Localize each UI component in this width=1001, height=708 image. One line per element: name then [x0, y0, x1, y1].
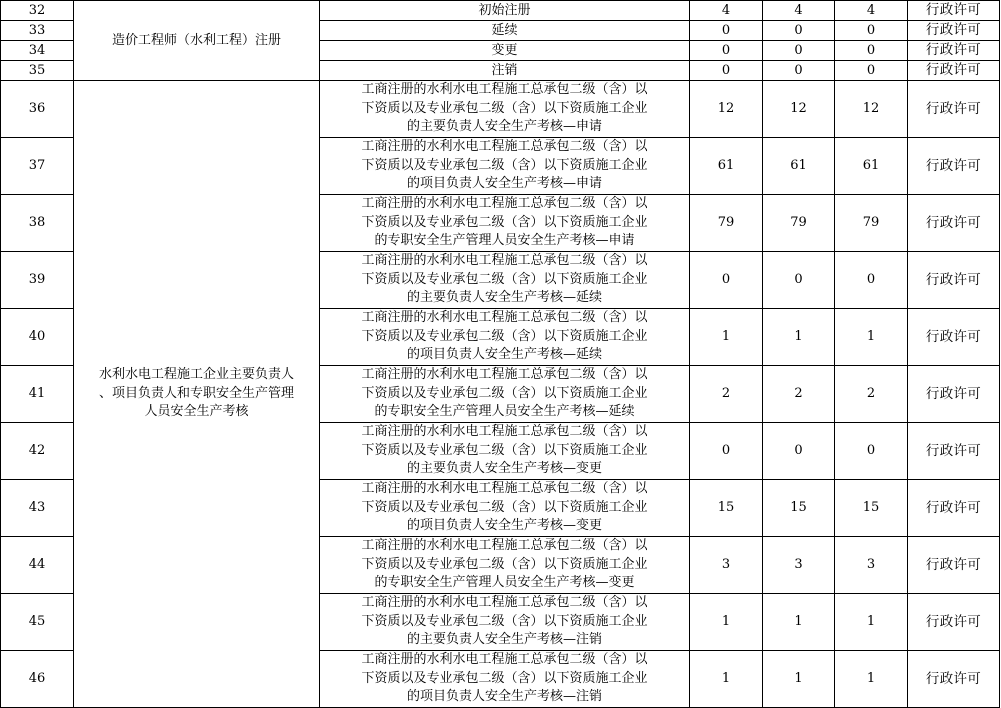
item-cell	[320, 423, 690, 480]
count-cell: 0	[763, 252, 835, 309]
item-line: 的主要负责人安全生产考核—变更	[406, 461, 602, 477]
item-line: 的主要负责人安全生产考核—申请	[406, 119, 602, 135]
item-line: 的项目负责人安全生产考核—延续	[406, 347, 602, 363]
count-cell: 61	[763, 138, 835, 195]
type-cell: 行政许可	[908, 537, 1000, 594]
count-cell: 0	[835, 21, 908, 41]
count-cell: 3	[690, 537, 763, 594]
item-line: 工商注册的水利水电工程施工总承包二级（含）以	[361, 310, 648, 326]
item-line: 工商注册的水利水电工程施工总承包二级（含）以	[361, 82, 648, 98]
item-line: 工商注册的水利水电工程施工总承包二级（含）以	[361, 652, 648, 668]
count-cell: 1	[835, 594, 908, 651]
type-cell: 行政许可	[908, 61, 1000, 81]
item-cell	[320, 1, 690, 21]
row-number: 41	[1, 366, 74, 423]
count-cell: 0	[763, 41, 835, 61]
count-cell: 1	[690, 594, 763, 651]
row-number: 35	[1, 61, 74, 81]
item-line: 工商注册的水利水电工程施工总承包二级（含）以	[361, 595, 648, 611]
item-line: 下资质以及专业承包二级（含）以下资质施工企业	[361, 328, 648, 344]
type-cell: 行政许可	[908, 138, 1000, 195]
item-line: 工商注册的水利水电工程施工总承包二级（含）以	[361, 538, 648, 554]
item-cell	[320, 195, 690, 252]
row-number: 38	[1, 195, 74, 252]
row-number: 32	[1, 1, 74, 21]
item-line: 的专职安全生产管理人员安全生产考核—申请	[374, 233, 635, 249]
type-cell: 行政许可	[908, 195, 1000, 252]
item-cell	[320, 651, 690, 708]
row-number: 46	[1, 651, 74, 708]
item-line: 下资质以及专业承包二级（含）以下资质施工企业	[361, 271, 648, 287]
item-line: 的项目负责人安全生产考核—申请	[406, 176, 602, 192]
count-cell: 61	[835, 138, 908, 195]
type-cell: 行政许可	[908, 366, 1000, 423]
type-cell: 行政许可	[908, 309, 1000, 366]
table-body	[1, 1, 1000, 708]
count-cell: 12	[763, 81, 835, 138]
item-line: 工商注册的水利水电工程施工总承包二级（含）以	[361, 424, 648, 440]
count-cell: 0	[835, 423, 908, 480]
item-cell	[320, 41, 690, 61]
count-cell: 0	[835, 61, 908, 81]
type-cell: 行政许可	[908, 252, 1000, 309]
item-line: 的专职安全生产管理人员安全生产考核—延续	[374, 404, 635, 420]
count-cell: 4	[690, 1, 763, 21]
count-cell: 3	[763, 537, 835, 594]
item-cell	[320, 480, 690, 537]
count-cell: 79	[690, 195, 763, 252]
count-cell: 12	[690, 81, 763, 138]
item-line: 的专职安全生产管理人员安全生产考核—变更	[374, 575, 635, 591]
item-cell	[320, 309, 690, 366]
count-cell: 1	[835, 309, 908, 366]
row-number: 45	[1, 594, 74, 651]
item-line: 下资质以及专业承包二级（含）以下资质施工企业	[361, 613, 648, 629]
count-cell: 1	[690, 651, 763, 708]
item-line: 注销	[491, 63, 518, 78]
table-row	[1, 81, 1000, 138]
count-cell: 0	[763, 61, 835, 81]
table-row	[1, 1, 1000, 21]
count-cell: 79	[835, 195, 908, 252]
item-line: 下资质以及专业承包二级（含）以下资质施工企业	[361, 157, 648, 173]
category-cell	[74, 81, 320, 708]
item-line: 变更	[491, 43, 518, 58]
count-cell: 0	[763, 21, 835, 41]
item-line: 工商注册的水利水电工程施工总承包二级（含）以	[361, 481, 648, 497]
item-line: 工商注册的水利水电工程施工总承包二级（含）以	[361, 139, 648, 155]
count-cell: 4	[763, 1, 835, 21]
count-cell: 0	[690, 21, 763, 41]
count-cell: 2	[763, 366, 835, 423]
item-line: 的项目负责人安全生产考核—注销	[406, 689, 602, 705]
item-line: 下资质以及专业承包二级（含）以下资质施工企业	[361, 214, 648, 230]
row-number: 43	[1, 480, 74, 537]
item-cell	[320, 366, 690, 423]
row-number: 42	[1, 423, 74, 480]
count-cell: 1	[835, 651, 908, 708]
item-line: 的主要负责人安全生产考核—延续	[406, 290, 602, 306]
count-cell: 15	[690, 480, 763, 537]
item-cell	[320, 81, 690, 138]
type-cell: 行政许可	[908, 21, 1000, 41]
count-cell: 0	[690, 423, 763, 480]
count-cell: 0	[763, 423, 835, 480]
count-cell: 1	[690, 309, 763, 366]
item-line: 下资质以及专业承包二级（含）以下资质施工企业	[361, 385, 648, 401]
row-number: 37	[1, 138, 74, 195]
type-cell: 行政许可	[908, 594, 1000, 651]
count-cell: 0	[690, 41, 763, 61]
item-line: 的主要负责人安全生产考核—注销	[406, 632, 602, 648]
count-cell: 0	[835, 41, 908, 61]
item-line: 延续	[491, 23, 518, 38]
count-cell: 0	[690, 61, 763, 81]
item-line: 下资质以及专业承包二级（含）以下资质施工企业	[361, 442, 648, 458]
item-line: 下资质以及专业承包二级（含）以下资质施工企业	[361, 499, 648, 515]
item-line: 工商注册的水利水电工程施工总承包二级（含）以	[361, 196, 648, 212]
category-line: 造价工程师（水利工程）注册	[111, 33, 281, 48]
type-cell: 行政许可	[908, 1, 1000, 21]
item-line: 工商注册的水利水电工程施工总承包二级（含）以	[361, 253, 648, 269]
count-cell: 15	[835, 480, 908, 537]
item-line: 初始注册	[478, 3, 531, 18]
item-cell	[320, 61, 690, 81]
count-cell: 0	[835, 252, 908, 309]
type-cell: 行政许可	[908, 480, 1000, 537]
count-cell: 3	[835, 537, 908, 594]
category-cell	[74, 1, 320, 81]
type-cell: 行政许可	[908, 81, 1000, 138]
count-cell: 2	[690, 366, 763, 423]
count-cell: 1	[763, 651, 835, 708]
type-cell: 行政许可	[908, 423, 1000, 480]
item-cell	[320, 138, 690, 195]
item-cell	[320, 594, 690, 651]
item-cell	[320, 252, 690, 309]
item-line: 工商注册的水利水电工程施工总承包二级（含）以	[361, 367, 648, 383]
category-line: 水利水电工程施工企业主要负责人	[98, 367, 294, 383]
count-cell: 12	[835, 81, 908, 138]
category-line: 人员安全生产考核	[144, 404, 249, 420]
row-number: 36	[1, 81, 74, 138]
category-line: 、项目负责人和专职安全生产管理	[98, 385, 294, 401]
item-cell	[320, 21, 690, 41]
count-cell: 4	[835, 1, 908, 21]
count-cell: 61	[690, 138, 763, 195]
count-cell: 1	[763, 594, 835, 651]
count-cell: 1	[763, 309, 835, 366]
count-cell: 2	[835, 366, 908, 423]
count-cell: 15	[763, 480, 835, 537]
item-line: 的项目负责人安全生产考核—变更	[406, 518, 602, 534]
row-number: 33	[1, 21, 74, 41]
row-number: 39	[1, 252, 74, 309]
item-cell	[320, 537, 690, 594]
row-number: 40	[1, 309, 74, 366]
count-cell: 79	[763, 195, 835, 252]
item-line: 下资质以及专业承包二级（含）以下资质施工企业	[361, 100, 648, 116]
row-number: 34	[1, 41, 74, 61]
type-cell: 行政许可	[908, 41, 1000, 61]
item-line: 下资质以及专业承包二级（含）以下资质施工企业	[361, 670, 648, 686]
item-line: 下资质以及专业承包二级（含）以下资质施工企业	[361, 556, 648, 572]
row-number: 44	[1, 537, 74, 594]
count-cell: 0	[690, 252, 763, 309]
type-cell: 行政许可	[908, 651, 1000, 708]
